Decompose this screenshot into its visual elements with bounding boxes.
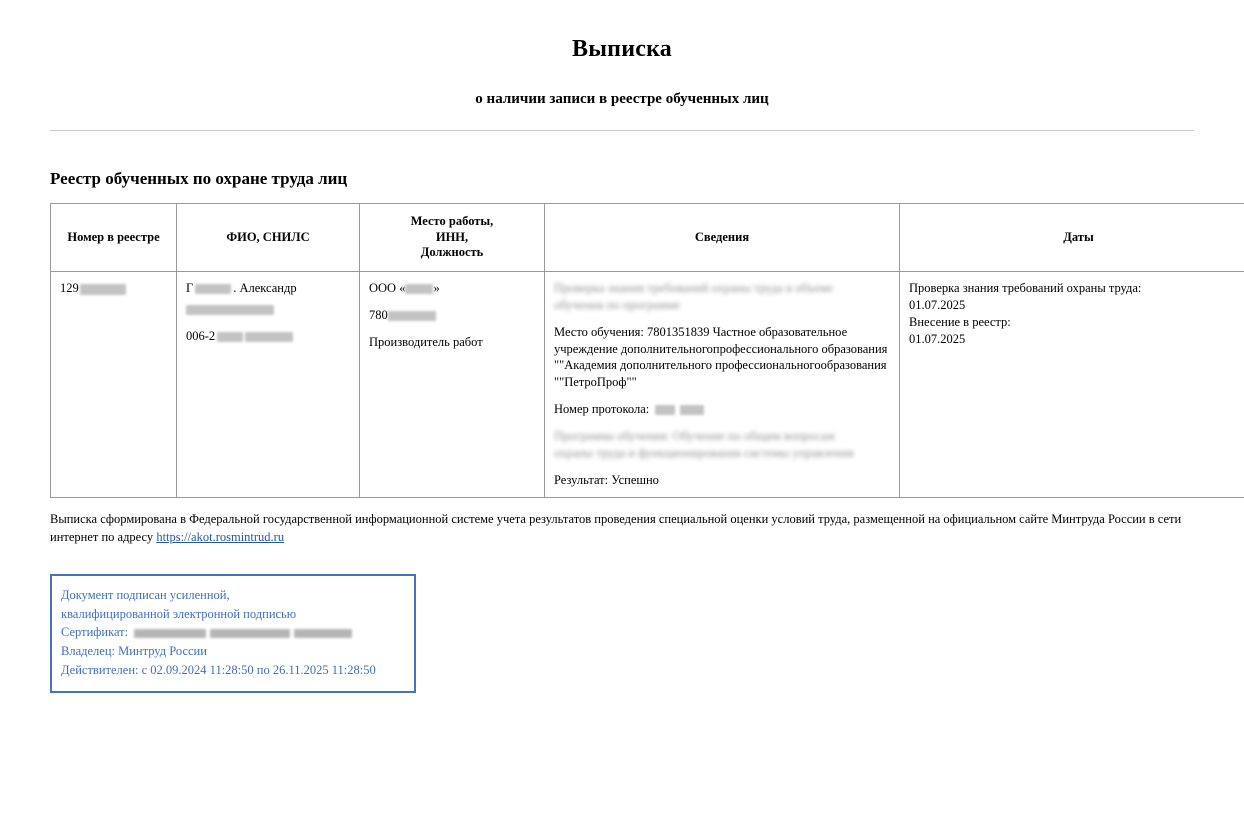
column-header-info: Сведения xyxy=(545,204,900,272)
redacted-person-patronymic xyxy=(186,305,274,315)
redacted-registry-number xyxy=(80,284,126,295)
redacted-person-surname xyxy=(195,284,231,294)
redacted-info-line-2: обучения по программе xyxy=(554,297,890,314)
signature-certificate xyxy=(61,623,405,642)
person-name-line xyxy=(186,280,350,318)
column-header-number: Номер в реестре xyxy=(51,204,177,272)
cell-dates xyxy=(900,271,1244,497)
signature-owner-label: Владелец: xyxy=(61,644,115,658)
redacted-info-line-3: Программа обучения: Обучение по общим вопросам xyxy=(554,428,890,445)
registry-table xyxy=(50,203,1244,498)
signature-owner xyxy=(61,642,405,661)
info-place-value: 7801351839 Частное образовательное учреждение дополнительногопрофессионального образования ""Академия дополнительного профессиональногообразования ""ПетроПроф"" xyxy=(554,325,887,390)
footer-note-text: Выписка сформирована в Федеральной государственной информационной системе учета результатов проведения специальной оценки условий труда, размещенной на официальном сайте Минтруда России в сети интернет по адресу xyxy=(50,512,1181,544)
redacted-snils-part2 xyxy=(245,332,293,342)
dates-registry-value: 01.07.2025 xyxy=(909,331,1244,348)
cell-info xyxy=(545,271,900,497)
page-subtitle: о наличии записи в реестре обученных лиц xyxy=(50,91,1194,108)
footer-note xyxy=(50,510,1190,546)
column-header-dates: Даты xyxy=(900,204,1244,272)
cell-person xyxy=(177,271,360,497)
redacted-certificate-part3 xyxy=(294,629,352,638)
page-title: Выписка xyxy=(50,36,1194,63)
dates-check-label: Проверка знания требований охраны труда: xyxy=(909,280,1244,297)
section-title: Реестр обученных по охране труда лиц xyxy=(50,169,1194,189)
workplace-org-prefix: ООО « xyxy=(369,281,405,295)
signature-validity-label: Действителен: xyxy=(61,663,138,677)
redacted-info-line-4: охраны труда и функционирования системы управления xyxy=(554,445,890,462)
workplace-org-suffix: » xyxy=(433,281,439,295)
dates-check-value: 01.07.2025 xyxy=(909,297,1244,314)
info-place-label: Место обучения: xyxy=(554,325,644,339)
column-header-person: ФИО, СНИЛС xyxy=(177,204,360,272)
table-header-row xyxy=(51,204,1244,272)
workplace-inn-line xyxy=(369,307,535,324)
info-protocol-label: Номер протокола: xyxy=(554,402,649,416)
redacted-certificate-part2 xyxy=(210,629,290,638)
signature-owner-value: Минтруд России xyxy=(118,644,207,658)
info-result: Результат: Успешно xyxy=(554,472,890,489)
person-surname-initial: Г xyxy=(186,281,193,295)
signature-validity-value: с 02.09.2024 11:28:50 по 26.11.2025 11:28:50 xyxy=(142,663,376,677)
redacted-protocol-part2 xyxy=(680,405,704,415)
person-firstname-visible: . Александр xyxy=(233,281,296,295)
dates-registry-label: Внесение в реестр: xyxy=(909,314,1244,331)
workplace-org-line xyxy=(369,280,535,297)
person-snils-prefix: 006-2 xyxy=(186,329,215,343)
column-header-workplace: Место работы, ИНН, Должность xyxy=(360,204,545,272)
workplace-inn-prefix: 780 xyxy=(369,308,388,322)
electronic-signature-box xyxy=(50,574,416,693)
redacted-protocol-part1 xyxy=(655,405,675,415)
redacted-snils-part1 xyxy=(217,332,243,342)
table-row xyxy=(51,271,1244,497)
person-snils-line xyxy=(186,328,350,345)
rosmintrud-link[interactable]: https://akot.rosmintrud.ru xyxy=(156,530,284,544)
info-protocol xyxy=(554,401,890,418)
redacted-info-line-1: Проверка знания требований охраны труда в объеме xyxy=(554,280,890,297)
signature-line-2: квалифицированной электронной подписью xyxy=(61,605,405,624)
redacted-inn xyxy=(388,311,436,321)
signature-validity xyxy=(61,661,405,680)
signature-line-1: Документ подписан усиленной, xyxy=(61,586,405,605)
redacted-org-name xyxy=(405,284,433,294)
redacted-certificate-part1 xyxy=(134,629,206,638)
info-place xyxy=(554,324,890,392)
workplace-position-line: Производитель работ xyxy=(369,334,535,351)
cell-registry-number xyxy=(51,271,177,497)
header-divider xyxy=(50,130,1194,131)
registry-number-value: 129 xyxy=(60,281,79,295)
document-page xyxy=(0,36,1244,828)
cell-workplace xyxy=(360,271,545,497)
signature-certificate-label: Сертификат: xyxy=(61,625,128,639)
